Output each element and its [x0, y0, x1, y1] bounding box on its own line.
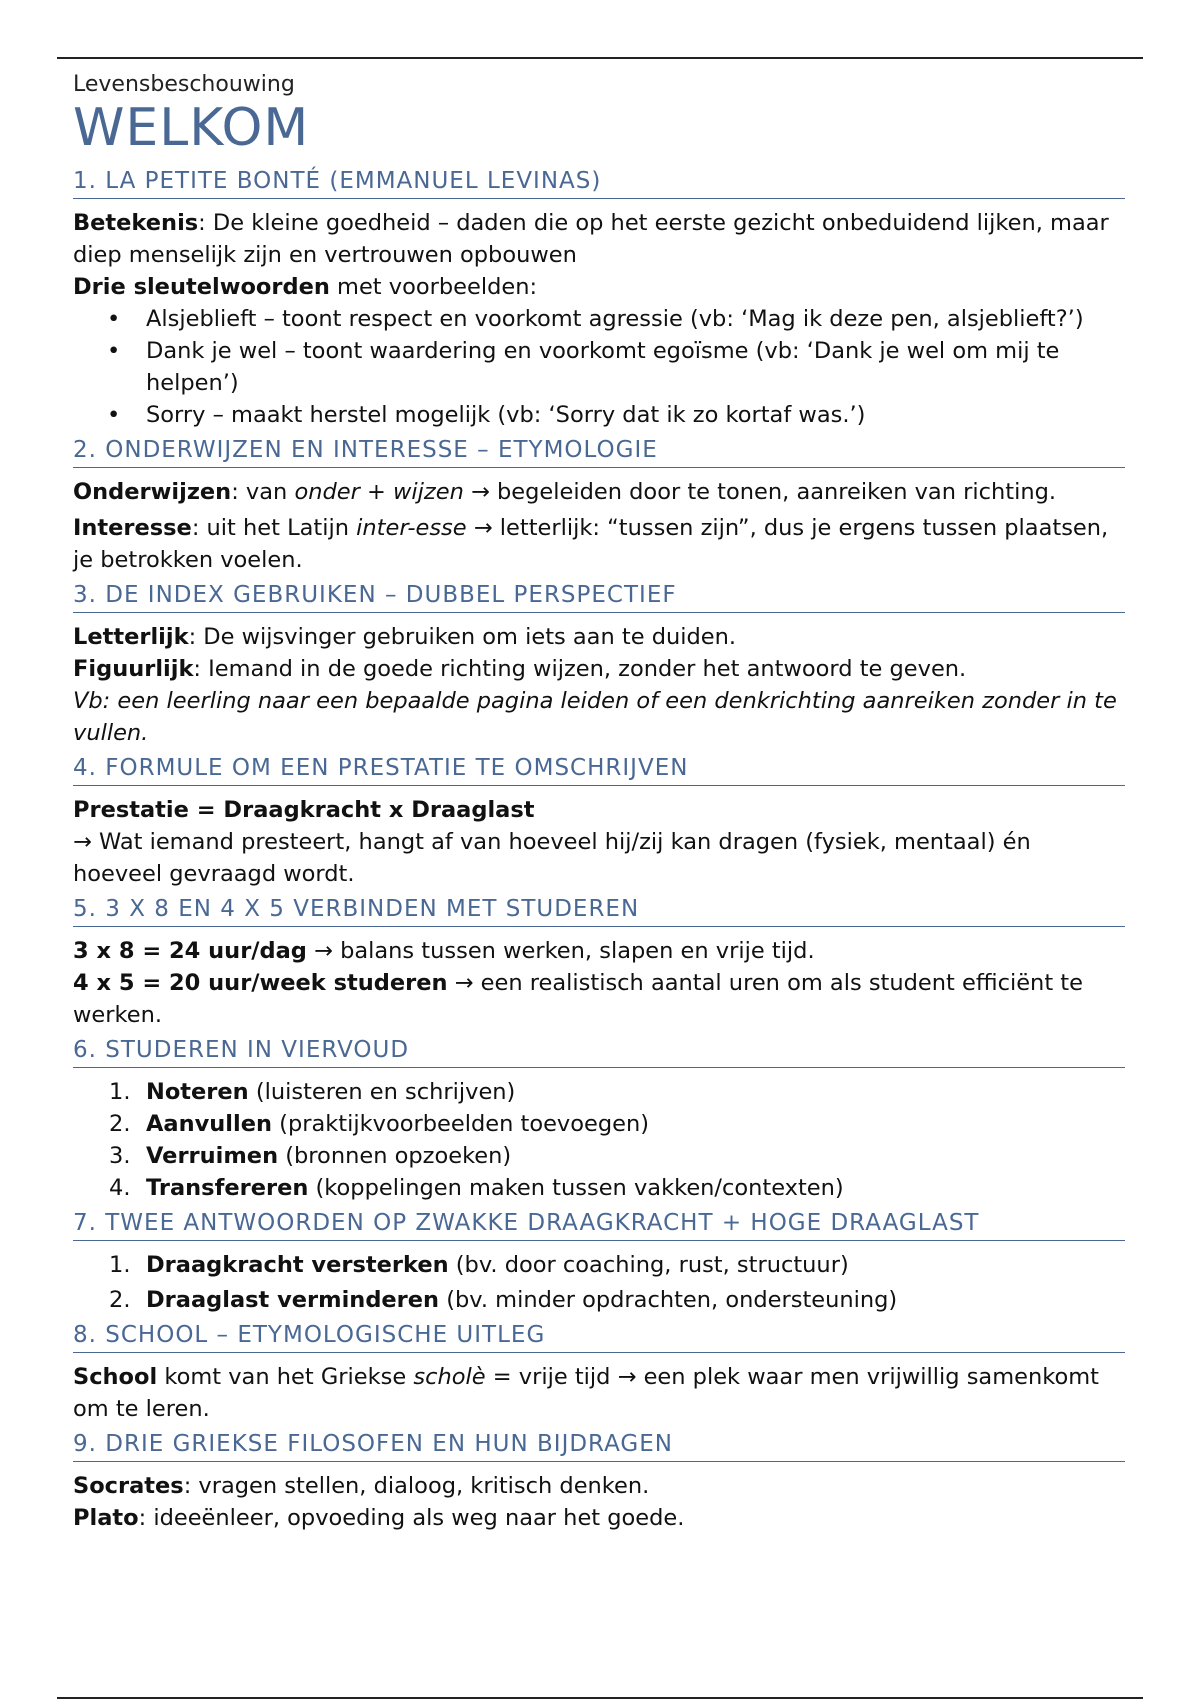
document-subject: Levensbeschouwing: [73, 72, 295, 97]
text-span: → balans tussen werken, slapen en vrije tijd.: [306, 938, 815, 964]
section-8-heading: 8. SCHOOL – ETYMOLOGISCHE UITLEG: [73, 1320, 1125, 1353]
day-paragraph: [73, 935, 1125, 967]
text-span: komt van het Griekse: [157, 1364, 414, 1390]
betekenis-label: Betekenis: [73, 210, 199, 236]
section-2-heading: 2. ONDERWIJZEN EN INTERESSE – ETYMOLOGIE: [73, 435, 1125, 468]
section-6-heading: 6. STUDEREN IN VIERVOUD: [73, 1035, 1125, 1068]
list-item-text: (praktijkvoorbeelden toevoegen): [272, 1111, 650, 1137]
list-item-text: (koppelingen maken tussen vakken/contexten): [308, 1175, 844, 1201]
list-item-label: Draaglast verminderen: [146, 1287, 440, 1313]
text-span: → een realistisch aantal uren om als student efficiënt te werken.: [73, 970, 1083, 1028]
interesse-label: Interesse: [73, 515, 192, 541]
week-paragraph: [73, 967, 1125, 1031]
text-span: : ideeënleer, opvoeding als weg naar het goede.: [138, 1505, 685, 1531]
list-number: 1.: [109, 1252, 131, 1278]
onderwijzen-label: Onderwijzen: [73, 479, 232, 505]
text-span: : De wijsvinger gebruiken om iets aan te duiden.: [188, 624, 737, 650]
list-item: [73, 1172, 1125, 1204]
italic-term: inter-esse: [356, 515, 467, 541]
list-item: [73, 1108, 1125, 1140]
document-title: WELKOM: [73, 98, 310, 158]
onderwijzen-paragraph: [73, 476, 1125, 508]
text-span: : van: [231, 479, 295, 505]
list-item-text: Sorry – maakt herstel mogelijk (vb: ‘Sorry dat ik zo kortaf was.’): [146, 402, 866, 428]
list-item-text: (bv. minder opdrachten, ondersteuning): [439, 1287, 898, 1313]
list-item-label: Transfereren: [146, 1175, 309, 1201]
example-text: Vb: een leerling naar een bepaalde pagina leiden of een denkrichting aanreiken zonder in te vullen.: [73, 688, 1117, 746]
text-span: : Iemand in de goede richting wijzen, zonder het antwoord te geven.: [193, 656, 967, 682]
figuurlijk-paragraph: [73, 653, 1125, 685]
section-9: [73, 1429, 1125, 1534]
bottom-rule: [57, 1697, 1143, 1699]
list-item-label: Verruimen: [146, 1143, 279, 1169]
section-3-heading: 3. DE INDEX GEBRUIKEN – DUBBEL PERSPECTIEF: [73, 580, 1125, 613]
list-number: 3.: [109, 1143, 131, 1169]
list-item-text: (luisteren en schrijven): [248, 1079, 516, 1105]
italic-term: scholè: [413, 1364, 486, 1390]
list-item-text: Alsjeblieft – toont respect en voorkomt agressie (vb: ‘Mag ik deze pen, alsjeblieft?’): [146, 306, 1084, 332]
section-6: [73, 1035, 1125, 1204]
list-number: 2.: [109, 1287, 131, 1313]
bullet-icon: •: [107, 306, 121, 332]
list-item: [73, 335, 1125, 399]
section-7-heading: 7. TWEE ANTWOORDEN OP ZWAKKE DRAAGKRACHT + HOGE DRAAGLAST: [73, 1208, 1125, 1241]
list-item: [73, 303, 1125, 335]
formula-text: Prestatie = Draagkracht x Draaglast: [73, 797, 535, 823]
section-5: [73, 894, 1125, 1031]
text-span: = vrije tijd → een plek waar men vrijwillig samenkomt om te leren.: [73, 1364, 1099, 1422]
week-label: 4 x 5 = 20 uur/week studeren: [73, 970, 448, 996]
formula-explanation: → Wat iemand presteert, hangt af van hoeveel hij/zij kan dragen (fysiek, mentaal) én hoeveel gevraagd wordt.: [73, 829, 1031, 887]
document-page: [73, 70, 1125, 1538]
letterlijk-paragraph: [73, 621, 1125, 653]
sleutelwoorden-list: [73, 303, 1125, 431]
school-paragraph: [73, 1361, 1125, 1425]
text-span: : vragen stellen, dialoog, kritisch denken.: [183, 1473, 650, 1499]
example-paragraph: [73, 685, 1125, 749]
section-9-heading: 9. DRIE GRIEKSE FILOSOFEN EN HUN BIJDRAGEN: [73, 1429, 1125, 1462]
list-item-label: Noteren: [146, 1079, 249, 1105]
section-3: [73, 580, 1125, 749]
viervoud-list: [73, 1076, 1125, 1204]
list-item-text: (bv. door coaching, rust, structuur): [448, 1252, 849, 1278]
section-5-heading: 5. 3 X 8 EN 4 X 5 VERBINDEN MET STUDEREN: [73, 894, 1125, 927]
top-rule: [57, 57, 1143, 59]
text-span: +: [359, 479, 394, 505]
socrates-paragraph: [73, 1470, 1125, 1502]
list-number: 1.: [109, 1079, 131, 1105]
list-item-label: Draagkracht versterken: [146, 1252, 449, 1278]
figuurlijk-label: Figuurlijk: [73, 656, 194, 682]
list-item: [73, 1249, 1125, 1281]
italic-term: wijzen: [393, 479, 464, 505]
section-1-heading: 1. LA PETITE BONTÉ (EMMANUEL LEVINAS): [73, 166, 1125, 199]
section-2: [73, 435, 1125, 576]
school-label: School: [73, 1364, 158, 1390]
betekenis-text: : De kleine goedheid – daden die op het eerste gezicht onbeduidend lijken, maar diep menselijk zijn en vertrouwen opbouwen: [73, 210, 1109, 268]
italic-term: onder: [294, 479, 360, 505]
list-number: 2.: [109, 1111, 131, 1137]
list-item: [73, 1076, 1125, 1108]
list-item-text: (bronnen opzoeken): [278, 1143, 512, 1169]
antwoorden-list: [73, 1249, 1125, 1316]
letterlijk-label: Letterlijk: [73, 624, 189, 650]
plato-paragraph: [73, 1502, 1125, 1534]
interesse-paragraph: [73, 512, 1125, 576]
list-item-text: Dank je wel – toont waardering en voorkomt egoïsme (vb: ‘Dank je wel om mij te helpen’): [146, 338, 1060, 396]
sleutelwoorden-label: Drie sleutelwoorden: [73, 274, 330, 300]
day-label: 3 x 8 = 24 uur/dag: [73, 938, 307, 964]
bullet-icon: •: [107, 338, 121, 364]
text-span: → letterlijk: “tussen zijn”, dus je ergens tussen plaatsen, je betrokken voelen.: [73, 515, 1109, 573]
betekenis-paragraph: [73, 207, 1125, 271]
plato-label: Plato: [73, 1505, 139, 1531]
section-4: [73, 753, 1125, 890]
section-1: [73, 166, 1125, 431]
section-7: [73, 1208, 1125, 1316]
list-item: [73, 1140, 1125, 1172]
text-span: : uit het Latijn: [191, 515, 357, 541]
list-item: [73, 399, 1125, 431]
section-4-heading: 4. FORMULE OM EEN PRESTATIE TE OMSCHRIJVEN: [73, 753, 1125, 786]
bullet-icon: •: [107, 402, 121, 428]
section-8: [73, 1320, 1125, 1425]
sleutelwoorden-text: met voorbeelden:: [329, 274, 538, 300]
socrates-label: Socrates: [73, 1473, 184, 1499]
list-item: [73, 1284, 1125, 1316]
sleutelwoorden-paragraph: [73, 271, 1125, 303]
list-number: 4.: [109, 1175, 131, 1201]
text-span: → begeleiden door te tonen, aanreiken van richting.: [463, 479, 1057, 505]
formula-paragraph: [73, 794, 1125, 826]
list-item-label: Aanvullen: [146, 1111, 273, 1137]
